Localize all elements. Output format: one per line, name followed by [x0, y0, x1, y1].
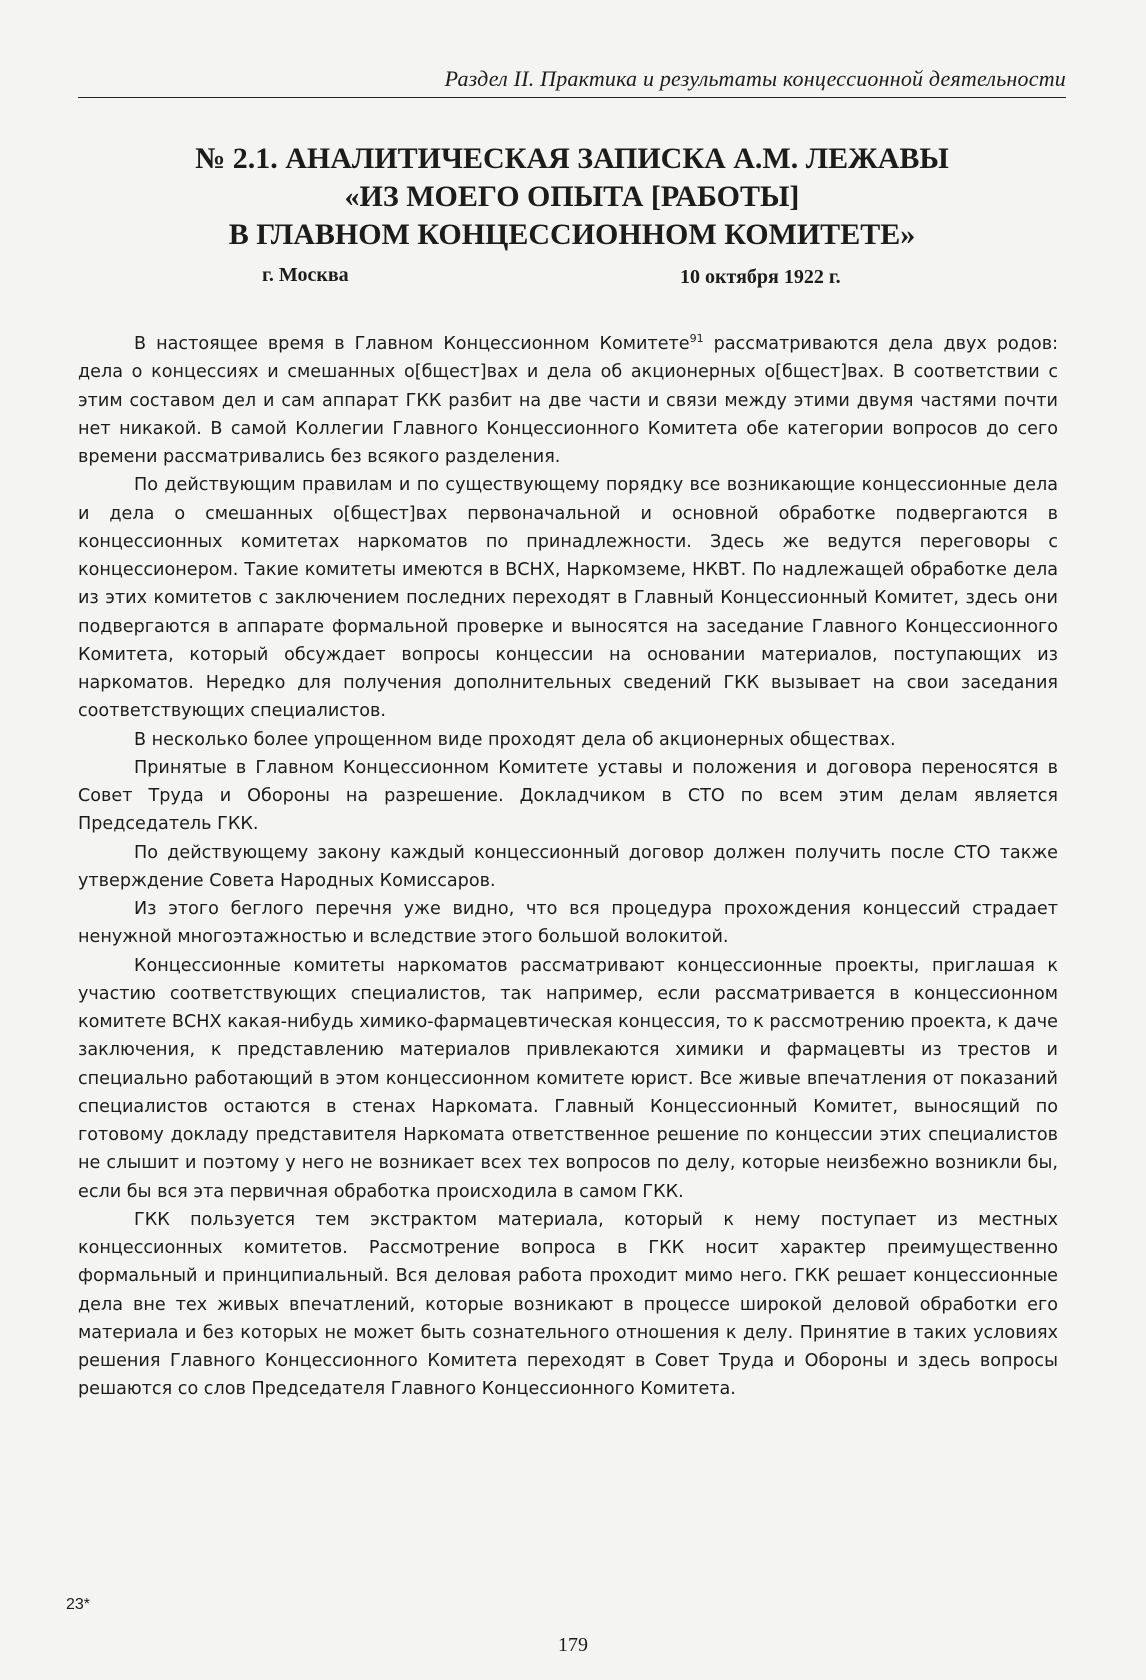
paragraph-2: По действующим правилам и по существующему порядку все возникающие концессионные дела и дела о смешанных о[бщест]вах первоначальной и основной обработке подвергаются в концессионных комитетах наркоматов по принадлежности. Здесь же ведутся переговоры с концессионером. Такие комитеты имеются в ВСНХ, Наркомземе, НКВТ. По надлежащей обработке дела из этих комитетов с заключением последних переходят в Главный Концессионный Комитет, здесь они подвергаются в аппарате формальной проверке и выносятся на заседание Главного Концессионного Комитета, который обсуждает вопросы концессии на основании материалов, поступающих из наркоматов. Нередко для получения дополнительных сведений ГКК вызывает на свои заседания соответствующих специалистов. — [78, 475, 1058, 722]
document-body — [78, 330, 1058, 1404]
paragraph-1 — [78, 330, 1058, 471]
paragraph-1-rest: рассматриваются дела двух родов: дела о концессиях и смешанных о[бщест]вах и дела об акционерных о[бщест]вах. В соответствии с этим составом дел и сам аппарат ГКК разбит на две части и связи между этими двумя частями почти нет никакой. В самой Коллегии Главного Концессионного Комитета обе категории вопросов до сего времени рассматривались без всякого разделения. — [78, 334, 1058, 467]
document-date: 10 октября 1922 г. — [680, 266, 841, 288]
paragraph-3: В несколько более упрощенном виде проходят дела об акционерных обществах. — [134, 729, 896, 750]
document-place: г. Москва — [262, 264, 349, 286]
paragraph-5: По действующему закону каждый концессионный договор должен получить после СТО также утверждение Совета Народных Комиссаров. — [78, 842, 1058, 891]
running-header: Раздел II. Практика и результаты концессионной деятельности — [444, 66, 1066, 91]
title-line-1: № 2.1. АНАЛИТИЧЕСКАЯ ЗАПИСКА А.М. ЛЕЖАВЫ — [195, 142, 949, 175]
title-line-2: «ИЗ МОЕГО ОПЫТА [РАБОТЫ] — [344, 180, 800, 213]
paragraph-8: ГКК пользуется тем экстрактом материала, который к нему поступает из местных концессионных комитетов. Рассмотрение вопроса в ГКК носит характер преимущественно формальный и принципиальный. Вся деловая работа проходит мимо него. ГКК решает концессионные дела вне тех живых впечатлений, которые возникают в процессе широкой деловой обработки его материала и без которых не может быть сознательного отношения к делу. Принятие в таких условиях решения Главного Концессионного Комитета переходят в Совет Труда и Обороны и здесь вопросы решаются со слов Председателя Главного Концессионного Комитета. — [78, 1209, 1058, 1400]
paragraph-4: Принятые в Главном Концессионном Комитете уставы и положения и договора переносятся в Совет Труда и Обороны на разрешение. Докладчиком в СТО по всем этим делам является Председатель ГКК. — [78, 757, 1058, 835]
paragraph-7: Концессионные комитеты наркоматов рассматривают концессионные проекты, приглашая к участию соответствующих специалистов, так например, если рассматривается в концессионном комитете ВСНХ какая-нибудь химико-фармацевтическая концессия, то к рассмотрению проекта, к даче заключения, к представлению материалов привлекаются химики и фармацевты из трестов и специально работающий в этом концессионном комитете юрист. Все живые впечатления от показаний специалистов остаются в стенах Наркомата. Главный Концессионный Комитет, выносящий по готовому докладу представителя Наркомата ответственное решение по концессии этих специалистов не слышит и поэтому у него не возникает всех тех вопросов по делу, которые неизбежно возникли бы, если бы вся эта первичная обработка происходила в самом ГКК. — [78, 955, 1058, 1202]
title-line-3: В ГЛАВНОМ КОНЦЕССИОННОМ КОМИТЕТЕ» — [228, 218, 916, 251]
footnote-reference[interactable]: 91 — [689, 332, 704, 346]
header-rule — [78, 97, 1066, 98]
page-number: 179 — [558, 1634, 588, 1656]
paragraph-6: Из этого беглого перечня уже видно, что вся процедура прохождения концессий страдает ненужной многоэтажностью и вследствие этого большой волокитой. — [78, 899, 1058, 948]
sheet-signature-mark: 23* — [66, 1596, 91, 1613]
paragraph-1-start: В настоящее время в Главном Концессионном Комитете — [134, 334, 690, 354]
document-title — [78, 140, 1066, 254]
